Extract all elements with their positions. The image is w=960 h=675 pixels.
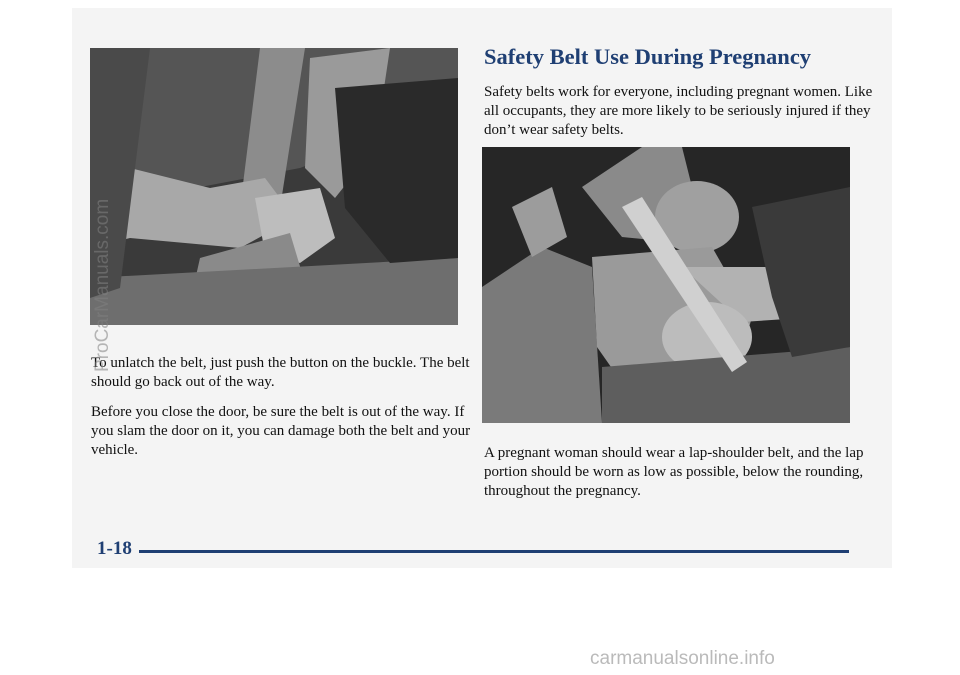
- intro-paragraph: Safety belts work for everyone, including pregnant women. Like all occupants, they are more likely to be seriously injured if they don’t wear safety belts.: [484, 84, 873, 138]
- page-number: 1-18: [97, 538, 132, 559]
- manual-page: [72, 8, 892, 568]
- buckle-unlatch-illustration: [90, 48, 458, 325]
- unlatch-paragraph: To unlatch the belt, just push the button on the buckle. The belt should go back out of the way.: [91, 355, 470, 390]
- footer-divider: [139, 550, 849, 553]
- before-close-door-paragraph: Before you close the door, be sure the belt is out of the way. If you slam the door on it, you can damage both the belt and your vehicle.: [91, 404, 471, 458]
- side-watermark: ProCarManuals.com: [92, 198, 113, 372]
- section-heading: Safety Belt Use During Pregnancy: [484, 44, 812, 69]
- pregnant-woman-paragraph: A pregnant woman should wear a lap-shoulder belt, and the lap portion should be worn as low as possible, below the rounding, throughout the pregnancy.: [484, 445, 864, 499]
- pregnant-woman-seatbelt-illustration: [482, 147, 850, 423]
- bottom-watermark: carmanualsonline.info: [590, 648, 775, 669]
